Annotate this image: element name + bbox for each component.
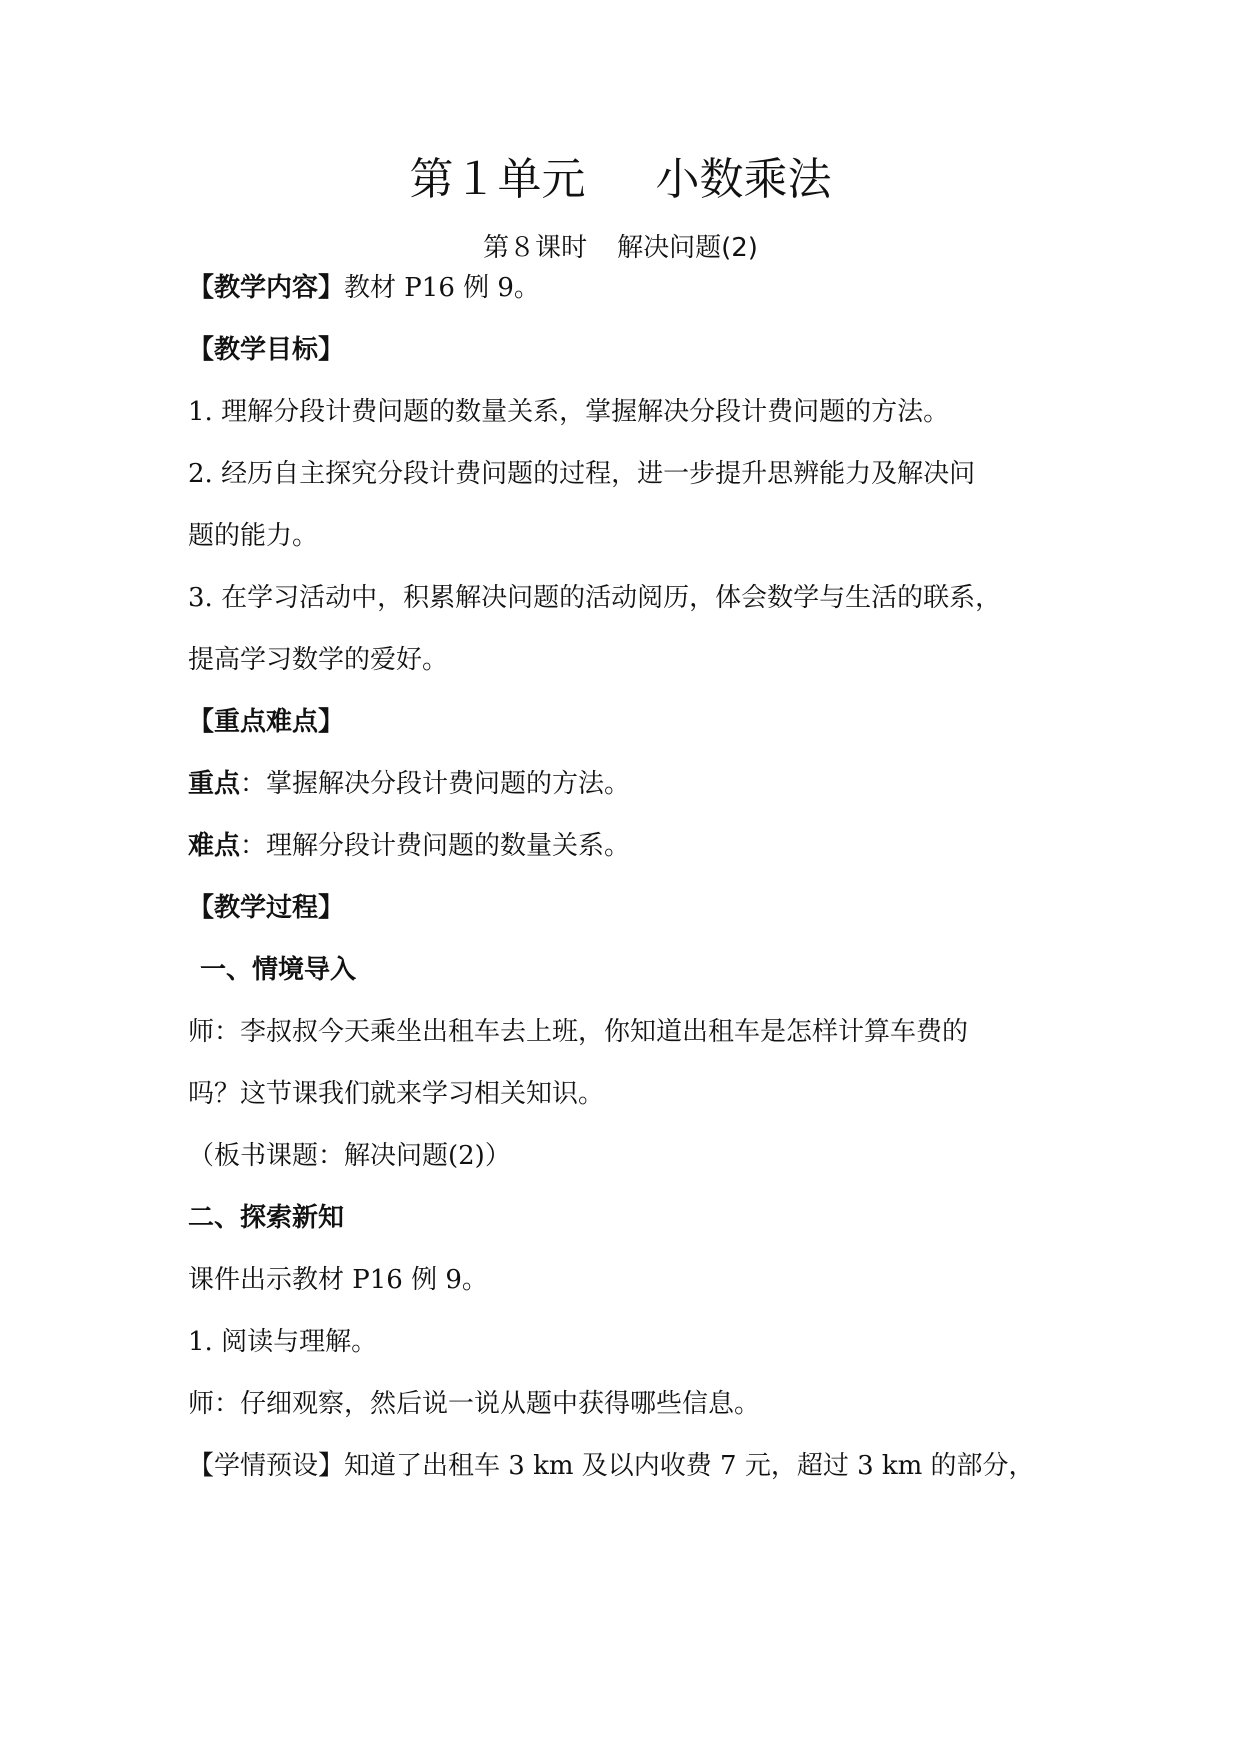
process-heading: 【教学过程】 — [188, 893, 345, 923]
section-2-line-2: 师：仔细观察，然后说一说从题中获得哪些信息。 — [188, 1389, 761, 1419]
section-2-preset: 【学情预设】知道了出租车 3 km 及以内收费 7 元，超过 3 km 的部分， — [188, 1451, 1035, 1481]
lesson-label: 第８课时 — [483, 233, 588, 263]
objective-3-cont: 提高学习数学的爱好。 — [188, 645, 449, 675]
objective-2: 2. 经历自主探究分段计费问题的过程，进一步提升思辨能力及解决问 — [188, 459, 976, 489]
key-points-heading: 【重点难点】 — [188, 707, 345, 737]
difficulty-text: ：理解分段计费问题的数量关系。 — [240, 831, 631, 861]
section-1-board: （板书课题：解决问题(2)） — [188, 1141, 511, 1171]
key-point-label: 重点 — [188, 769, 241, 799]
section-1-line-2: 吗？这节课我们就来学习相关知识。 — [188, 1079, 605, 1109]
key-point — [188, 764, 1068, 804]
lesson-title — [0, 228, 1241, 268]
section-2-heading: 二、探索新知 — [188, 1203, 345, 1233]
key-point-text: ：掌握解决分段计费问题的方法。 — [240, 769, 631, 799]
teaching-content-text: 教材 P16 例 9。 — [344, 273, 540, 303]
lesson-name: 解决问题(2) — [617, 233, 758, 263]
unit-label: 第１单元 — [409, 154, 586, 205]
objectives-heading: 【教学目标】 — [188, 335, 345, 365]
teaching-content — [188, 268, 1068, 308]
section-2-step-1: 1. 阅读与理解。 — [188, 1327, 378, 1357]
objective-1: 1. 理解分段计费问题的数量关系，掌握解决分段计费问题的方法。 — [188, 397, 950, 427]
difficulty-label: 难点 — [188, 831, 241, 861]
section-2-line-1: 课件出示教材 P16 例 9。 — [188, 1265, 488, 1295]
unit-name: 小数乘法 — [655, 154, 832, 205]
unit-title — [0, 150, 1241, 210]
section-1-line-1: 师：李叔叔今天乘坐出租车去上班，你知道出租车是怎样计算车费的 — [188, 1017, 969, 1047]
section-1-heading: 一、情境导入 — [200, 955, 357, 985]
difficulty-point — [188, 826, 1068, 866]
objective-3: 3. 在学习活动中，积累解决问题的活动阅历，体会数学与生活的联系， — [188, 583, 1002, 613]
objective-2-cont: 题的能力。 — [188, 521, 319, 551]
teaching-content-label: 【教学内容】 — [188, 273, 345, 303]
